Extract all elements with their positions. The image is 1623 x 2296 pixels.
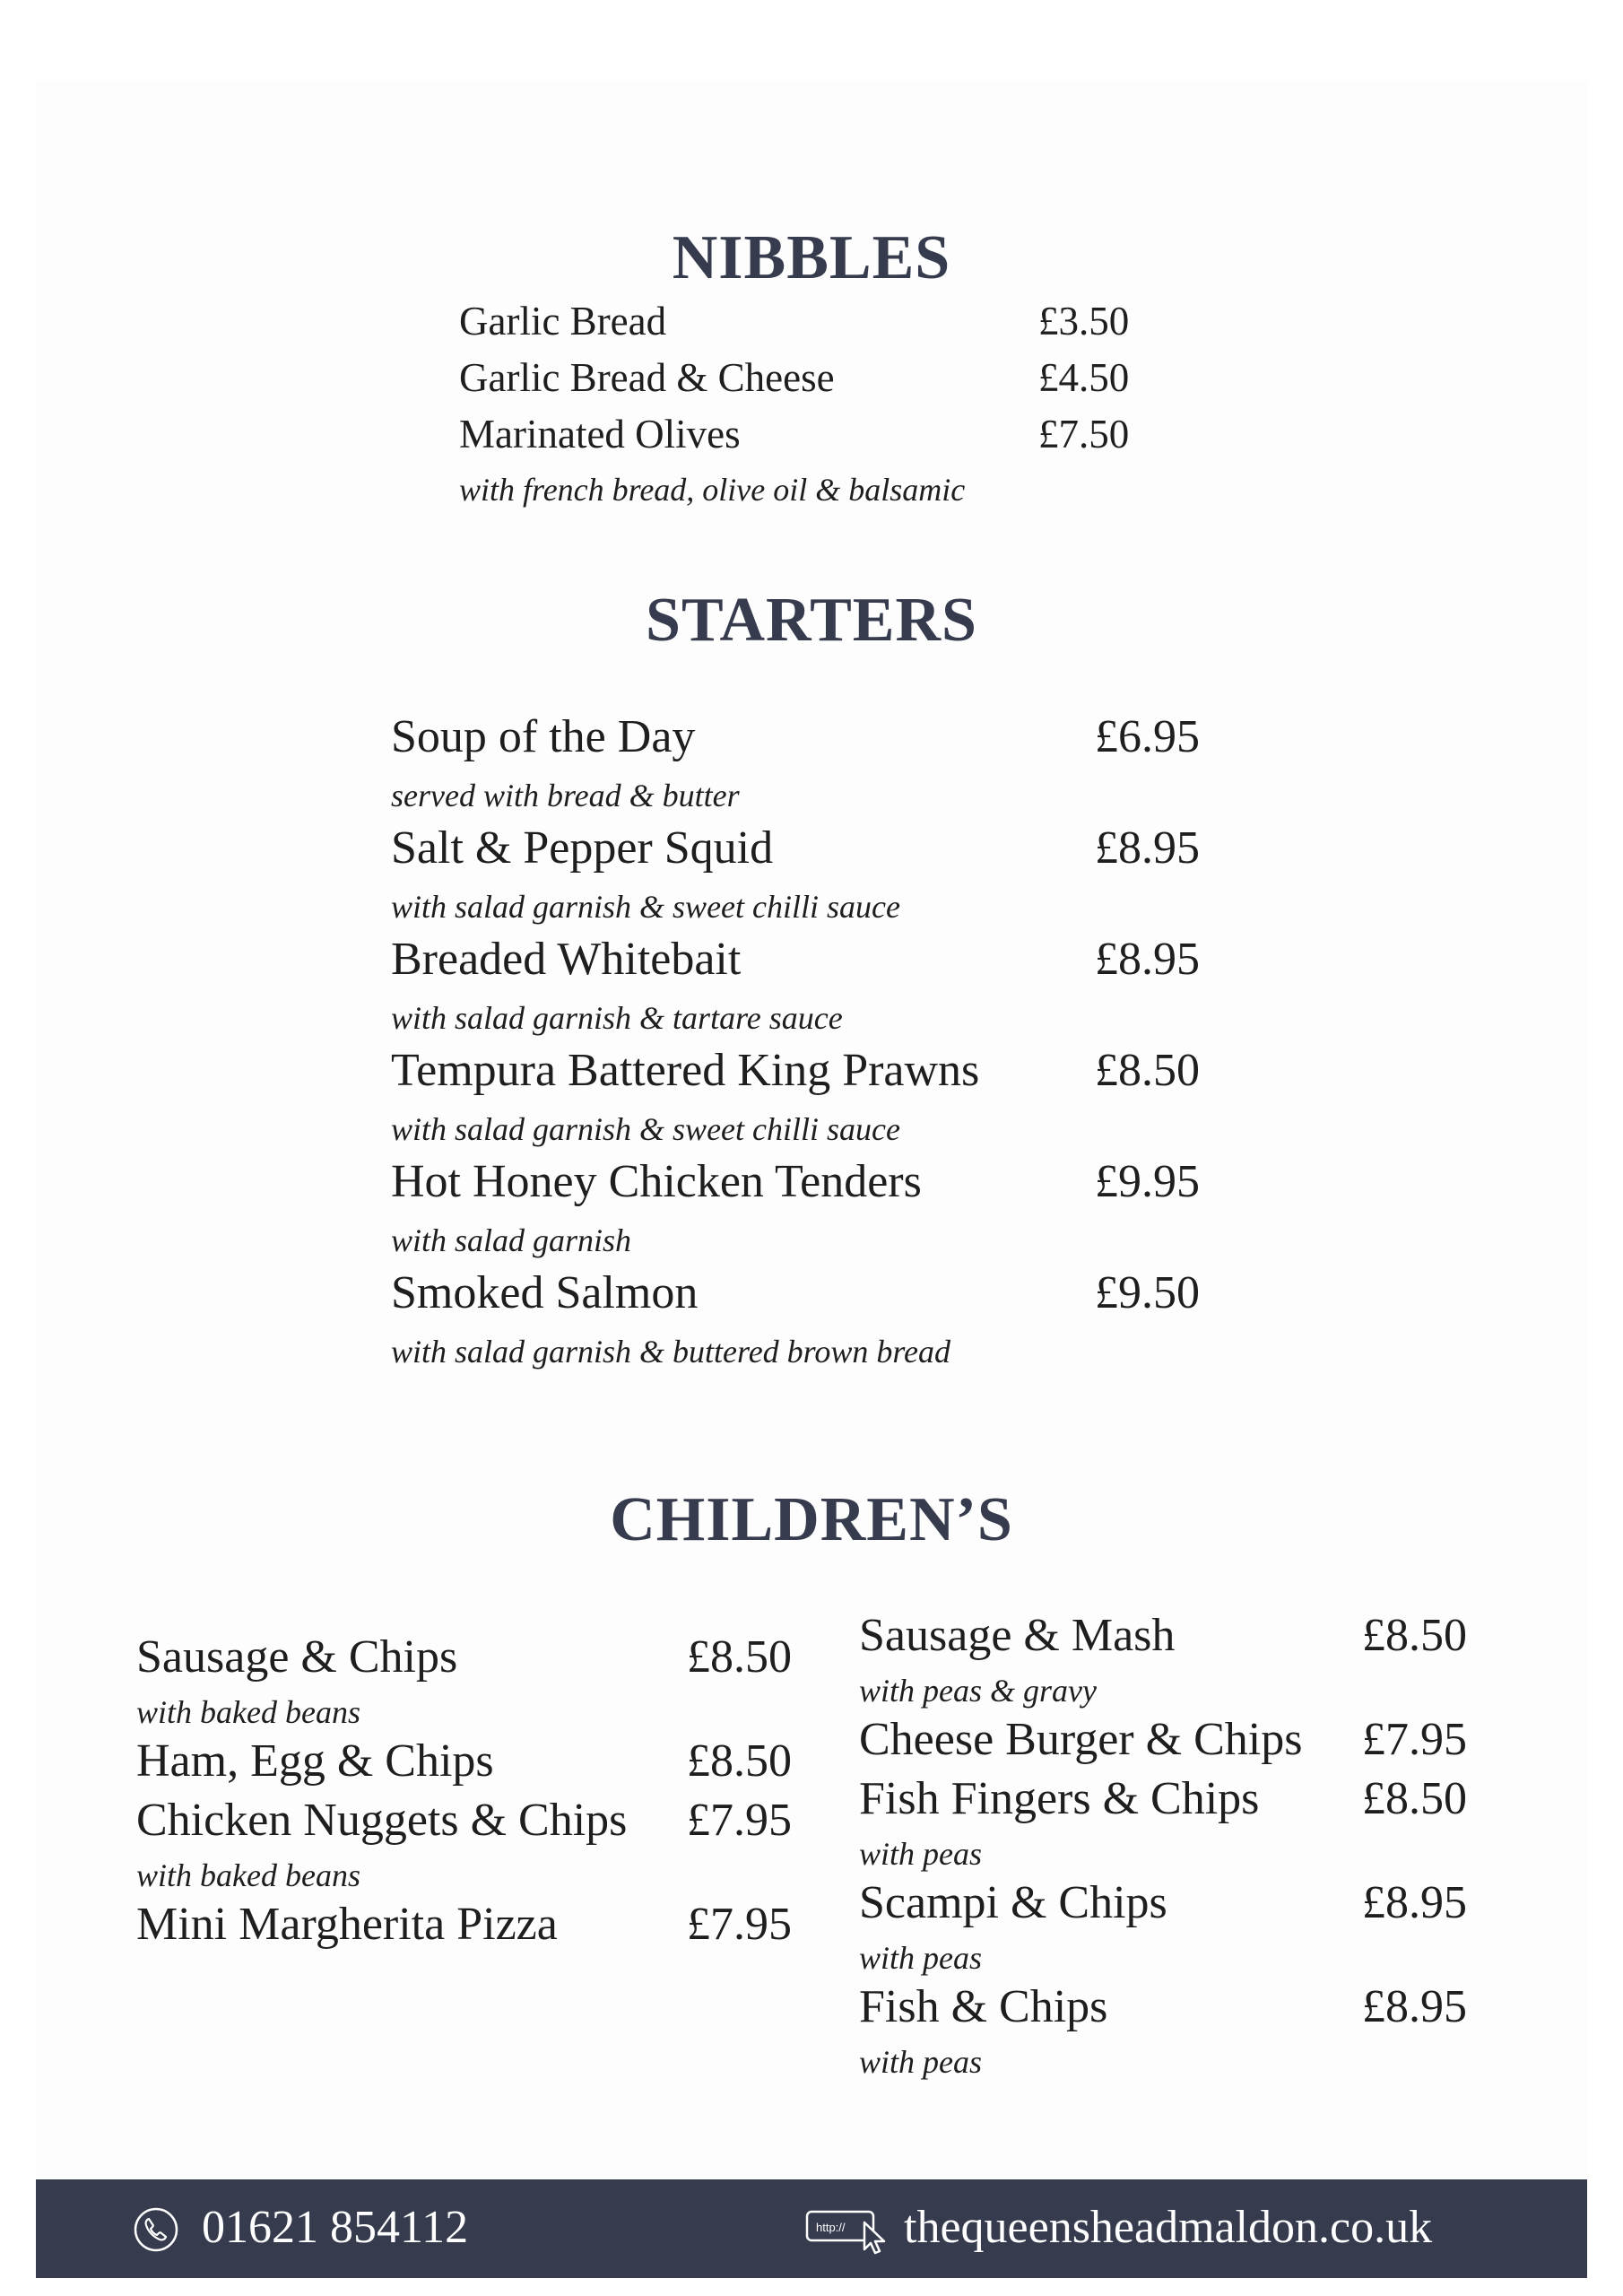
item-description: with peas [859,1836,983,1872]
item-price: £8.95 [1095,934,1200,985]
item-name: Garlic Bread & Cheese [459,355,835,400]
item-description: with peas & gravy [859,1673,1097,1709]
web-icon-label: http:// [816,2221,846,2234]
item-price: £8.50 [687,1735,792,1787]
item-price: £7.95 [687,1899,792,1950]
item-name: Marinated Olives [459,412,741,457]
item-name: Sausage & Chips [136,1631,458,1683]
browser-cursor-icon [805,2205,898,2255]
item-name: Mini Margherita Pizza [136,1899,558,1950]
item-description: with salad garnish & tartare sauce [391,1000,843,1036]
item-name: Sausage & Mash [859,1610,1176,1661]
item-price: £9.50 [1095,1267,1200,1318]
item-description: with baked beans [136,1857,360,1893]
item-price: £8.50 [1095,1045,1200,1096]
item-description: with salad garnish & buttered brown bread [391,1334,951,1370]
item-description: with salad garnish & sweet chilli sauce [391,1111,900,1147]
item-price: £8.50 [687,1631,792,1683]
item-name: Fish & Chips [859,1981,1108,2032]
item-price: £7.95 [687,1795,792,1846]
item-price: £8.95 [1095,822,1200,874]
item-name: Fish Fingers & Chips [859,1773,1260,1824]
item-name: Breaded Whitebait [391,934,742,985]
item-price: £4.50 [1038,355,1130,400]
item-name: Ham, Egg & Chips [136,1735,494,1787]
item-description: with salad garnish [391,1222,632,1258]
item-price: £3.50 [1038,299,1130,344]
item-name: Hot Honey Chicken Tenders [391,1156,922,1207]
item-price: £8.95 [1362,1877,1467,1928]
item-price: £6.95 [1095,711,1200,762]
item-description: served with bread & butter [391,778,740,813]
item-price: £8.50 [1362,1773,1467,1824]
item-description: with peas [859,2044,983,2080]
website-link[interactable]: thequeensheadmaldon.co.uk [904,2202,1433,2253]
item-price: £7.50 [1038,412,1130,457]
item-description: with peas [859,1940,983,1976]
item-description: with baked beans [136,1694,360,1730]
item-price: £8.50 [1362,1610,1467,1661]
contact-footer [36,2179,1587,2278]
item-name: Salt & Pepper Squid [391,822,774,874]
item-name: Scampi & Chips [859,1877,1167,1928]
item-name: Cheese Burger & Chips [859,1714,1303,1765]
item-name: Garlic Bread [459,299,667,344]
nibbles-heading: NIBBLES [672,223,951,292]
starters-heading: STARTERS [646,586,977,655]
item-description: with french bread, olive oil & balsamic [459,472,966,508]
phone-icon [133,2206,179,2253]
item-price: £8.95 [1362,1981,1467,2032]
item-name: Tempura Battered King Prawns [391,1045,980,1096]
childrens-heading: CHILDREN’S [610,1485,1013,1554]
item-price: £9.95 [1095,1156,1200,1207]
item-name: Chicken Nuggets & Chips [136,1795,628,1846]
item-name: Soup of the Day [391,711,696,762]
phone-number[interactable]: 01621 854112 [202,2202,469,2253]
item-description: with salad garnish & sweet chilli sauce [391,889,900,925]
item-name: Smoked Salmon [391,1267,699,1318]
item-price: £7.95 [1362,1714,1467,1765]
